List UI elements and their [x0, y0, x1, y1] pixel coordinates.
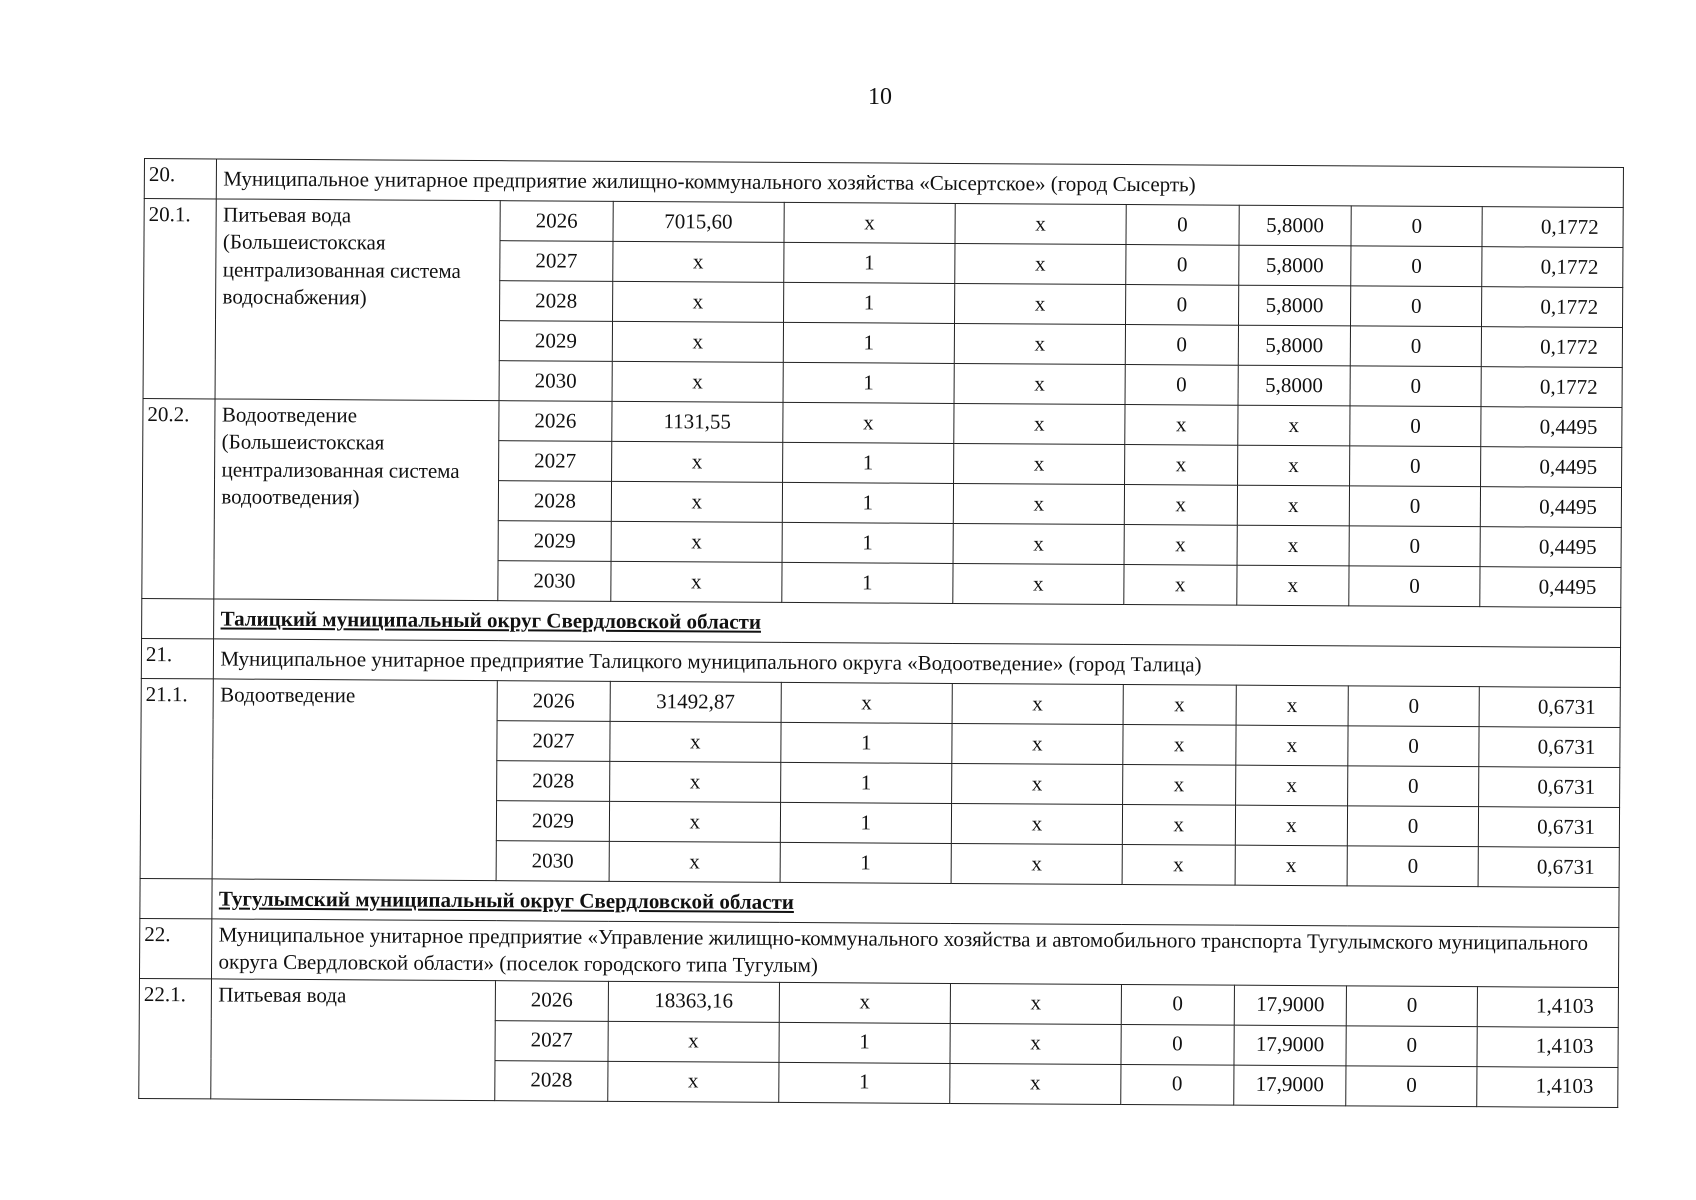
value-cell: 5,8000: [1238, 365, 1351, 406]
value-cell: x: [611, 521, 782, 562]
value-cell: x: [953, 443, 1124, 484]
value-cell: x: [1235, 845, 1348, 886]
year-cell: 2026: [500, 201, 613, 242]
value-cell: 1,4103: [1477, 1026, 1618, 1067]
value-cell: 0: [1349, 566, 1480, 607]
value-cell: x: [1122, 844, 1235, 885]
value-cell: 1: [780, 762, 951, 803]
value-cell: x: [954, 283, 1125, 324]
value-cell: x: [608, 1021, 779, 1062]
year-cell: 2029: [496, 801, 609, 842]
value-cell: 0: [1351, 286, 1482, 327]
value-cell: 0: [1126, 244, 1239, 285]
row-number: 22.: [139, 918, 212, 978]
value-cell: x: [611, 561, 782, 602]
value-cell: x: [609, 801, 780, 842]
value-cell: 0: [1346, 1025, 1477, 1066]
table-row: [143, 398, 1622, 447]
value-cell: x: [784, 202, 955, 243]
year-cell: 2028: [500, 281, 613, 322]
value-cell: 17,9000: [1234, 985, 1347, 1026]
value-cell: 1: [779, 1062, 950, 1103]
section-title: Талицкий муниципальный округ Свердловской области: [214, 599, 1621, 648]
value-cell: 5,8000: [1238, 285, 1351, 326]
value-cell: x: [1237, 445, 1350, 486]
year-cell: 2030: [496, 841, 609, 882]
value-cell: x: [781, 682, 952, 723]
value-cell: 0,6731: [1478, 847, 1619, 888]
value-cell: 0,6731: [1479, 727, 1620, 768]
value-cell: 1: [780, 802, 951, 843]
page-number: 10: [868, 84, 892, 110]
table-row: [139, 978, 1618, 1027]
value-cell: x: [1125, 404, 1238, 445]
value-cell: x: [609, 841, 780, 882]
value-cell: 0: [1125, 284, 1238, 325]
value-cell: x: [610, 721, 781, 762]
year-cell: 2028: [498, 481, 611, 522]
value-cell: x: [1124, 564, 1237, 605]
row-number: 20.: [144, 159, 217, 199]
value-cell: 0,4495: [1480, 527, 1621, 568]
row-number: 20.2.: [142, 398, 216, 598]
year-cell: 2029: [499, 321, 612, 362]
value-cell: 0,1772: [1481, 367, 1622, 408]
value-cell: 0,6731: [1478, 807, 1619, 848]
service-name: Водоотведение: [213, 679, 498, 881]
year-cell: 2027: [497, 721, 610, 762]
year-cell: 2026: [497, 681, 610, 722]
value-cell: 0,4495: [1480, 567, 1621, 608]
value-cell: x: [1123, 684, 1236, 725]
value-cell: 0: [1347, 846, 1478, 887]
value-cell: x: [952, 723, 1123, 764]
organization-name: Муниципальное унитарное предприятие жилищно-коммунального хозяйства «Сысертское» (город Сысерть): [217, 159, 1624, 208]
value-cell: x: [783, 402, 954, 443]
value-cell: x: [1122, 804, 1235, 845]
year-cell: 2027: [500, 241, 613, 282]
value-cell: x: [1124, 484, 1237, 525]
value-cell: x: [950, 983, 1121, 1024]
row-number: [142, 598, 215, 638]
value-cell: 0: [1350, 446, 1481, 487]
value-cell: x: [1122, 764, 1235, 805]
value-cell: 0,4495: [1481, 407, 1622, 448]
service-name: Питьевая вода: [211, 979, 495, 1101]
value-cell: 1: [783, 362, 954, 403]
value-cell: x: [1237, 405, 1350, 446]
value-cell: x: [1235, 725, 1348, 766]
value-cell: 0,6731: [1479, 687, 1620, 728]
tariff-table: [138, 158, 1624, 1108]
value-cell: x: [950, 1063, 1121, 1104]
value-cell: x: [950, 1023, 1121, 1064]
value-cell: 5,8000: [1239, 205, 1352, 246]
value-cell: 0,1772: [1481, 327, 1622, 368]
year-cell: 2028: [497, 761, 610, 802]
value-cell: 0: [1121, 1064, 1234, 1105]
value-cell: x: [951, 763, 1122, 804]
value-cell: x: [608, 1061, 779, 1102]
table-row: [141, 678, 1620, 727]
value-cell: x: [609, 761, 780, 802]
value-cell: 1131,55: [612, 401, 783, 442]
value-cell: 0,1772: [1482, 247, 1623, 288]
value-cell: 0: [1121, 984, 1234, 1025]
year-cell: 2030: [498, 561, 611, 602]
value-cell: 1: [782, 522, 953, 563]
value-cell: x: [953, 483, 1124, 524]
value-cell: x: [954, 323, 1125, 364]
organization-name: Муниципальное унитарное предприятие Талицкого муниципального округа «Водоотведение» (город Талица): [214, 639, 1621, 688]
service-name: Водоотведение (Большеистокская централизованная система водоотведения): [214, 399, 499, 601]
value-cell: x: [1235, 805, 1348, 846]
value-cell: 31492,87: [610, 681, 781, 722]
value-cell: x: [1237, 485, 1350, 526]
row-number: 21.1.: [140, 678, 214, 878]
value-cell: 1,4103: [1477, 986, 1618, 1027]
organization-row: [139, 918, 1618, 987]
value-cell: 1: [784, 242, 955, 283]
row-number: 22.1.: [139, 978, 212, 1098]
value-cell: 0: [1348, 686, 1479, 727]
value-cell: x: [1237, 525, 1350, 566]
value-cell: 17,9000: [1234, 1025, 1347, 1066]
value-cell: 1: [783, 282, 954, 323]
value-cell: 0,1772: [1482, 207, 1623, 248]
row-number: 21.: [141, 638, 214, 678]
value-cell: 0: [1350, 486, 1481, 527]
value-cell: x: [1124, 444, 1237, 485]
value-cell: 1: [782, 562, 953, 603]
value-cell: x: [779, 982, 950, 1023]
value-cell: x: [612, 281, 783, 322]
value-cell: 1: [779, 1022, 950, 1063]
value-cell: 1,4103: [1477, 1066, 1618, 1107]
value-cell: x: [955, 203, 1126, 244]
value-cell: x: [1236, 685, 1349, 726]
value-cell: x: [954, 403, 1125, 444]
value-cell: 0: [1349, 526, 1480, 567]
service-name: Питьевая вода (Большеистокская централизованная система водоснабжения): [215, 199, 500, 401]
year-cell: 2026: [499, 401, 612, 442]
value-cell: 0: [1351, 326, 1482, 367]
value-cell: 7015,60: [613, 201, 784, 242]
value-cell: 18363,16: [608, 981, 779, 1022]
value-cell: x: [1236, 565, 1349, 606]
value-cell: x: [951, 803, 1122, 844]
year-cell: 2027: [495, 1020, 608, 1061]
value-cell: x: [611, 441, 782, 482]
value-cell: 0,4495: [1481, 447, 1622, 488]
value-cell: 1: [782, 442, 953, 483]
value-cell: 0: [1350, 366, 1481, 407]
section-title: Тугулымский муниципальный округ Свердловской области: [212, 879, 1619, 928]
value-cell: 5,8000: [1238, 245, 1351, 286]
table-body: [139, 159, 1624, 1108]
value-cell: 0: [1121, 1024, 1234, 1065]
value-cell: x: [954, 363, 1125, 404]
year-cell: 2028: [495, 1060, 608, 1101]
value-cell: 1: [780, 842, 951, 883]
organization-name: Муниципальное унитарное предприятие «Управление жилищно-коммунального хозяйства и автомобильного транспорта Тугулымского муниципального округа Свердловской области» (поселок городского типа Тугулым): [212, 919, 1619, 987]
value-cell: 0: [1125, 364, 1238, 405]
value-cell: 0: [1348, 766, 1479, 807]
value-cell: 0: [1348, 806, 1479, 847]
value-cell: x: [612, 361, 783, 402]
value-cell: 5,8000: [1238, 325, 1351, 366]
value-cell: 1: [783, 322, 954, 363]
value-cell: 0: [1126, 205, 1239, 246]
year-cell: 2029: [498, 521, 611, 562]
value-cell: 17,9000: [1233, 1065, 1346, 1106]
value-cell: x: [1123, 724, 1236, 765]
value-cell: x: [953, 563, 1124, 604]
value-cell: x: [952, 683, 1123, 724]
year-cell: 2026: [495, 980, 608, 1021]
value-cell: x: [612, 321, 783, 362]
value-cell: 0,6731: [1479, 767, 1620, 808]
row-number: [140, 878, 213, 918]
year-cell: 2030: [499, 361, 612, 402]
value-cell: 0,1772: [1482, 287, 1623, 328]
value-cell: 0: [1125, 324, 1238, 365]
value-cell: 0,4495: [1480, 487, 1621, 528]
table-row: [144, 199, 1623, 248]
value-cell: 0: [1346, 985, 1477, 1026]
value-cell: x: [1124, 524, 1237, 565]
row-number: 20.1.: [143, 199, 217, 399]
value-cell: 1: [782, 482, 953, 523]
value-cell: 0: [1351, 206, 1482, 247]
value-cell: x: [951, 843, 1122, 884]
value-cell: 0: [1346, 1065, 1477, 1106]
value-cell: 0: [1348, 726, 1479, 767]
value-cell: 0: [1351, 246, 1482, 287]
value-cell: x: [611, 481, 782, 522]
value-cell: x: [613, 241, 784, 282]
value-cell: 1: [781, 722, 952, 763]
value-cell: x: [953, 523, 1124, 564]
value-cell: x: [955, 243, 1126, 284]
value-cell: x: [1235, 765, 1348, 806]
year-cell: 2027: [499, 441, 612, 482]
value-cell: 0: [1350, 406, 1481, 447]
